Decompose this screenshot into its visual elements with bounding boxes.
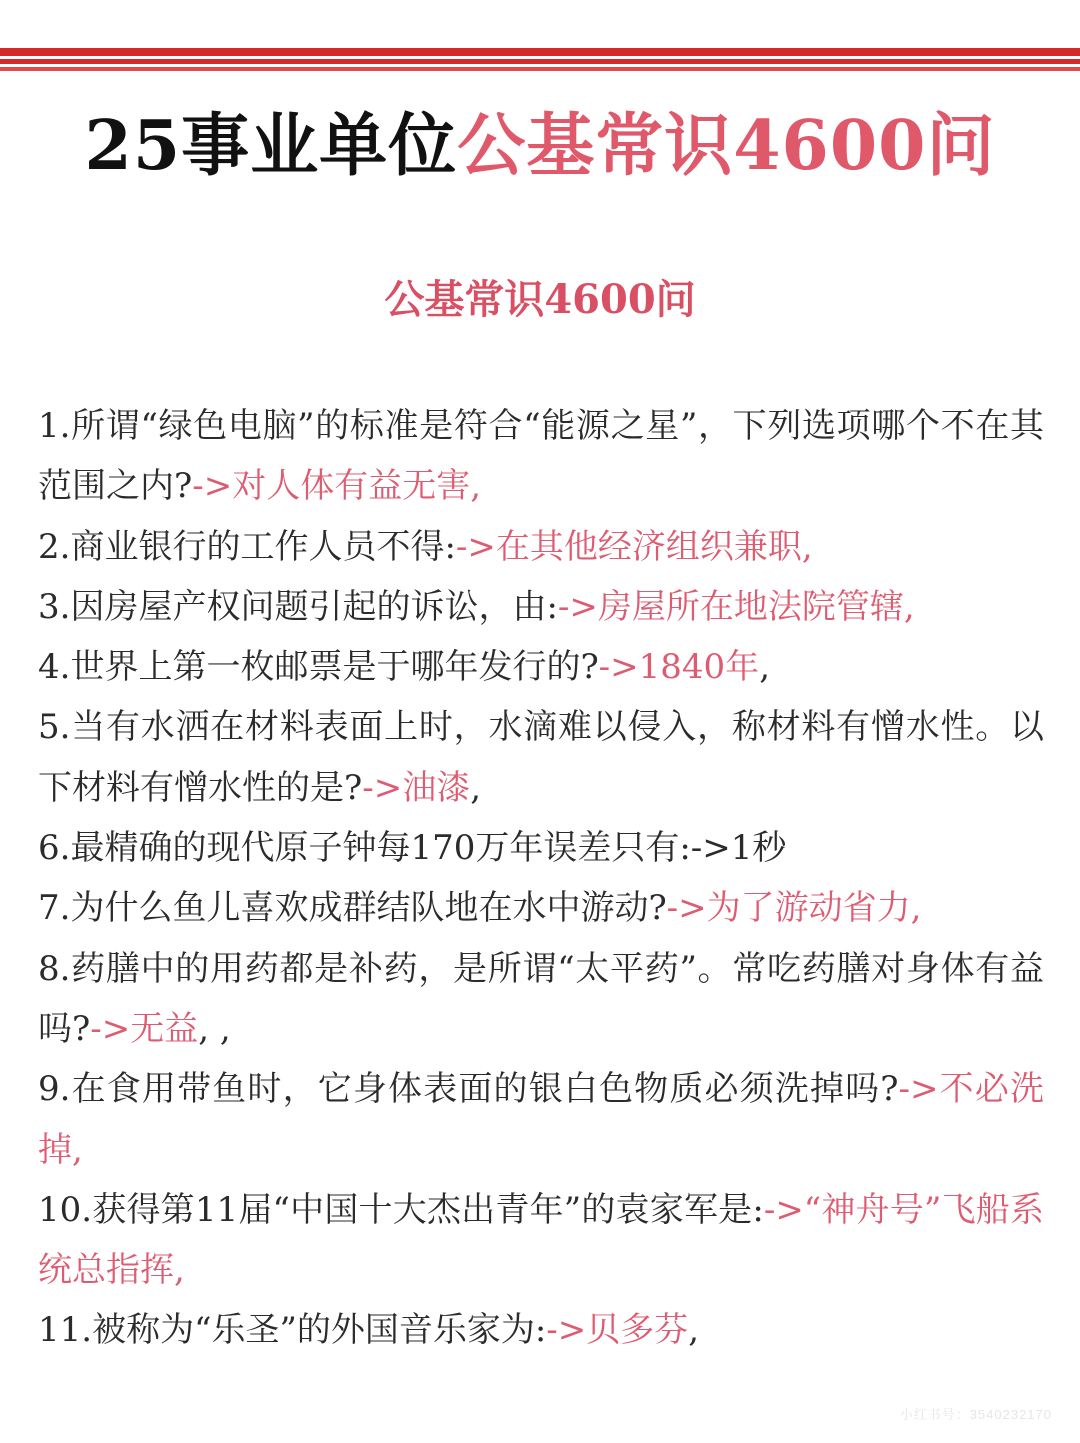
qa-answer: ->不必洗掉, (38, 1069, 1044, 1170)
page-title-red: 公基常识4600问 (457, 106, 996, 186)
qa-answer: ->1840年 (598, 647, 760, 688)
qa-item-5 (38, 697, 1044, 818)
qa-question: 11.被称为“乐圣”的外国音乐家为: (38, 1310, 547, 1351)
qa-question: 3.因房屋产权问题引起的诉讼，由: (38, 586, 558, 627)
qa-answer: ->房屋所在地法院管辖, (557, 586, 915, 627)
qa-question: 6.最精确的现代原子钟每170万年误差只有: (38, 828, 691, 869)
qa-answer: ->对人体有益无害, (192, 466, 482, 507)
qa-question: 7.为什么鱼儿喜欢成群结队地在水中游动? (38, 888, 667, 929)
qa-item-4 (38, 637, 1044, 697)
qa-item-1 (38, 396, 1044, 517)
qa-item-11 (38, 1300, 1044, 1360)
qa-trail: , (759, 647, 770, 688)
page-title (0, 104, 1080, 188)
qa-answer: ->油漆 (362, 767, 471, 808)
qa-question: 4.世界上第一枚邮票是于哪年发行的? (38, 647, 599, 688)
qa-list (38, 396, 1044, 1361)
qa-answer: ->1秒 (690, 828, 787, 869)
qa-question: 10.获得第11届“中国十大杰出青年”的袁家军是: (38, 1189, 764, 1230)
qa-answer: ->贝多芬 (546, 1310, 689, 1351)
qa-trail: , (470, 767, 482, 808)
qa-item-10 (38, 1180, 1044, 1301)
qa-answer: ->为了游动省力, (666, 888, 922, 929)
watermark: 小红书号：3540232170 (899, 1407, 1052, 1422)
stripe-bottom (0, 67, 1080, 71)
qa-question: 2.商业银行的工作人员不得: (38, 526, 456, 567)
qa-question: 8.药膳中的用药都是补药，是所谓“太平药”。常吃药膳对身体有益吗? (38, 948, 1044, 1049)
qa-question: 9.在食用带鱼时，它身体表面的银白色物质必须洗掉吗? (38, 1069, 899, 1110)
qa-question: 5.当有水洒在材料表面上时，水滴难以侵入，称材料有憎水性。以下材料有憎水性的是? (38, 707, 1044, 808)
qa-answer: ->“神舟号”飞船系统总指挥, (38, 1189, 1044, 1291)
qa-question: 1.所谓“绿色电脑”的标准是符合“能源之星”，下列选项哪个不在其范围之内? (38, 406, 1044, 507)
qa-item-8 (38, 939, 1044, 1060)
qa-item-2 (38, 517, 1044, 577)
top-decorative-stripes (0, 48, 1080, 76)
stripe-top (0, 48, 1080, 56)
qa-trail: , (688, 1310, 700, 1351)
qa-item-6 (38, 818, 1044, 878)
qa-item-9 (38, 1059, 1044, 1180)
page-title-dark: 25事业单位 (84, 106, 458, 186)
qa-trail: , , (198, 1008, 231, 1049)
qa-answer: ->在其他经济组织兼职, (455, 526, 813, 567)
section-subtitle: 公基常识4600问 (384, 276, 696, 323)
qa-item-3 (38, 577, 1044, 637)
qa-item-7 (38, 878, 1044, 938)
qa-answer: ->无益 (90, 1008, 199, 1049)
stripe-middle (0, 59, 1080, 64)
